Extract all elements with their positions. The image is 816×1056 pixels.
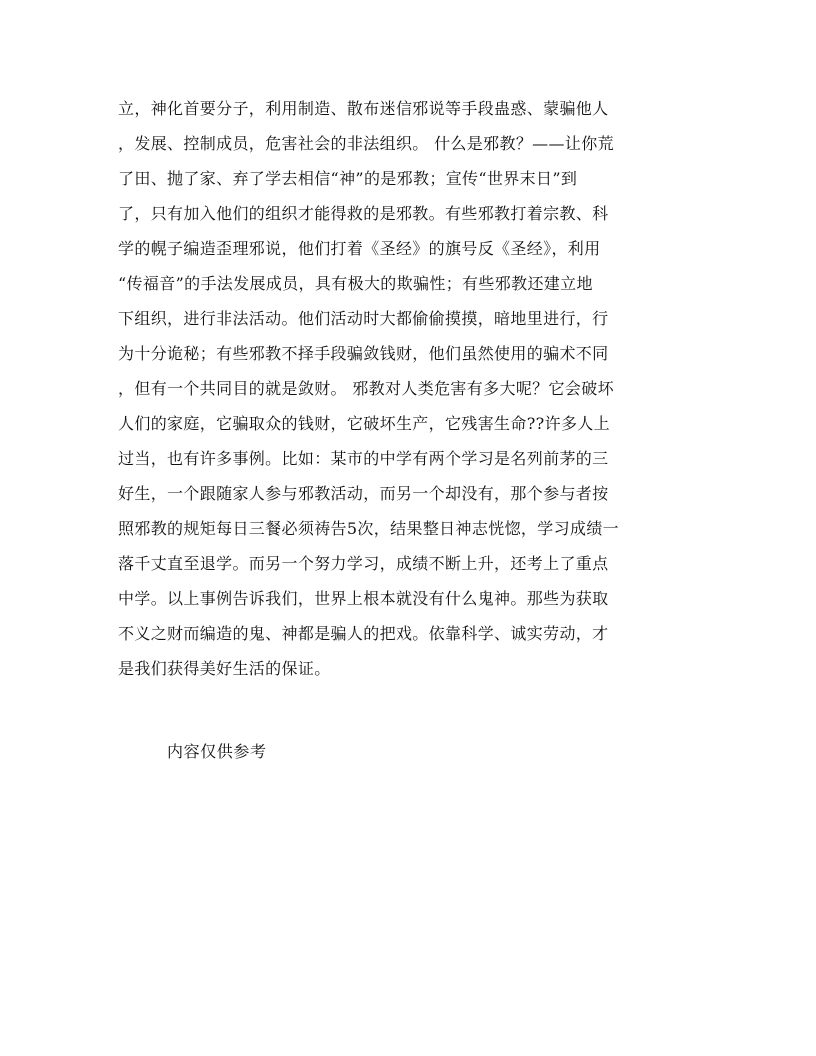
body-text-line: 为十分诡秘；有些邪教不择手段骗敛钱财，他们虽然使用的骗术不同 — [118, 344, 609, 363]
body-text-line: 人们的家庭，它骗取众的钱财，它破坏生产，它残害生命??许多人上 — [118, 414, 611, 433]
body-text-line: 是我们获得美好生活的保证。 — [118, 659, 331, 678]
body-text-line: 下组织，进行非法活动。他们活动时大都偷偷摸摸，暗地里进行，行 — [118, 309, 609, 328]
body-text-line: 立，神化首要分子，利用制造、散布迷信邪说等手段蛊惑、蒙骗他人 — [118, 99, 609, 118]
body-text-line: 学的幌子编造歪理邪说，他们打着《圣经》的旗号反《圣经》，利用 — [118, 239, 601, 258]
body-text-line: 过当，也有许多事例。比如：某市的中学有两个学习是名列前茅的三 — [118, 449, 609, 468]
body-text-line: 落千丈直至退学。而另一个努力学习，成绩不断上升，还考上了重点 — [118, 554, 609, 573]
body-text-line: 了，只有加入他们的组织才能得救的是邪教。有些邪教打着宗教、科 — [118, 204, 609, 223]
body-text-line: 中学。以上事例告诉我们，世界上根本就没有什么鬼神。那些为获取 — [118, 589, 609, 608]
footer-note: 内容仅供参考 — [167, 742, 267, 761]
body-text-line: “传福音”的手法发展成员，具有极大的欺骗性；有些邪教还建立地 — [118, 274, 593, 293]
body-text-line: 好生，一个跟随家人参与邪教活动，而另一个却没有，那个参与者按 — [118, 484, 609, 503]
body-text-line: ，但有一个共同目的就是敛财。 邪教对人类危害有多大呢？它会破坏 — [118, 379, 614, 398]
body-text-line: 不义之财而编造的鬼、神都是骗人的把戏。依靠科学、诚实劳动，才 — [118, 624, 609, 643]
body-text-line: 了田、抛了家、弃了学去相信“神”的是邪教；宣传“世界末日”到 — [118, 169, 578, 188]
body-text-line: 照邪教的规矩每日三餐必须祷告5次，结果整日神志恍惚，学习成绩一 — [118, 519, 620, 538]
body-text-line: ，发展、控制成员，危害社会的非法组织。 什么是邪教？——让你荒 — [118, 134, 614, 153]
